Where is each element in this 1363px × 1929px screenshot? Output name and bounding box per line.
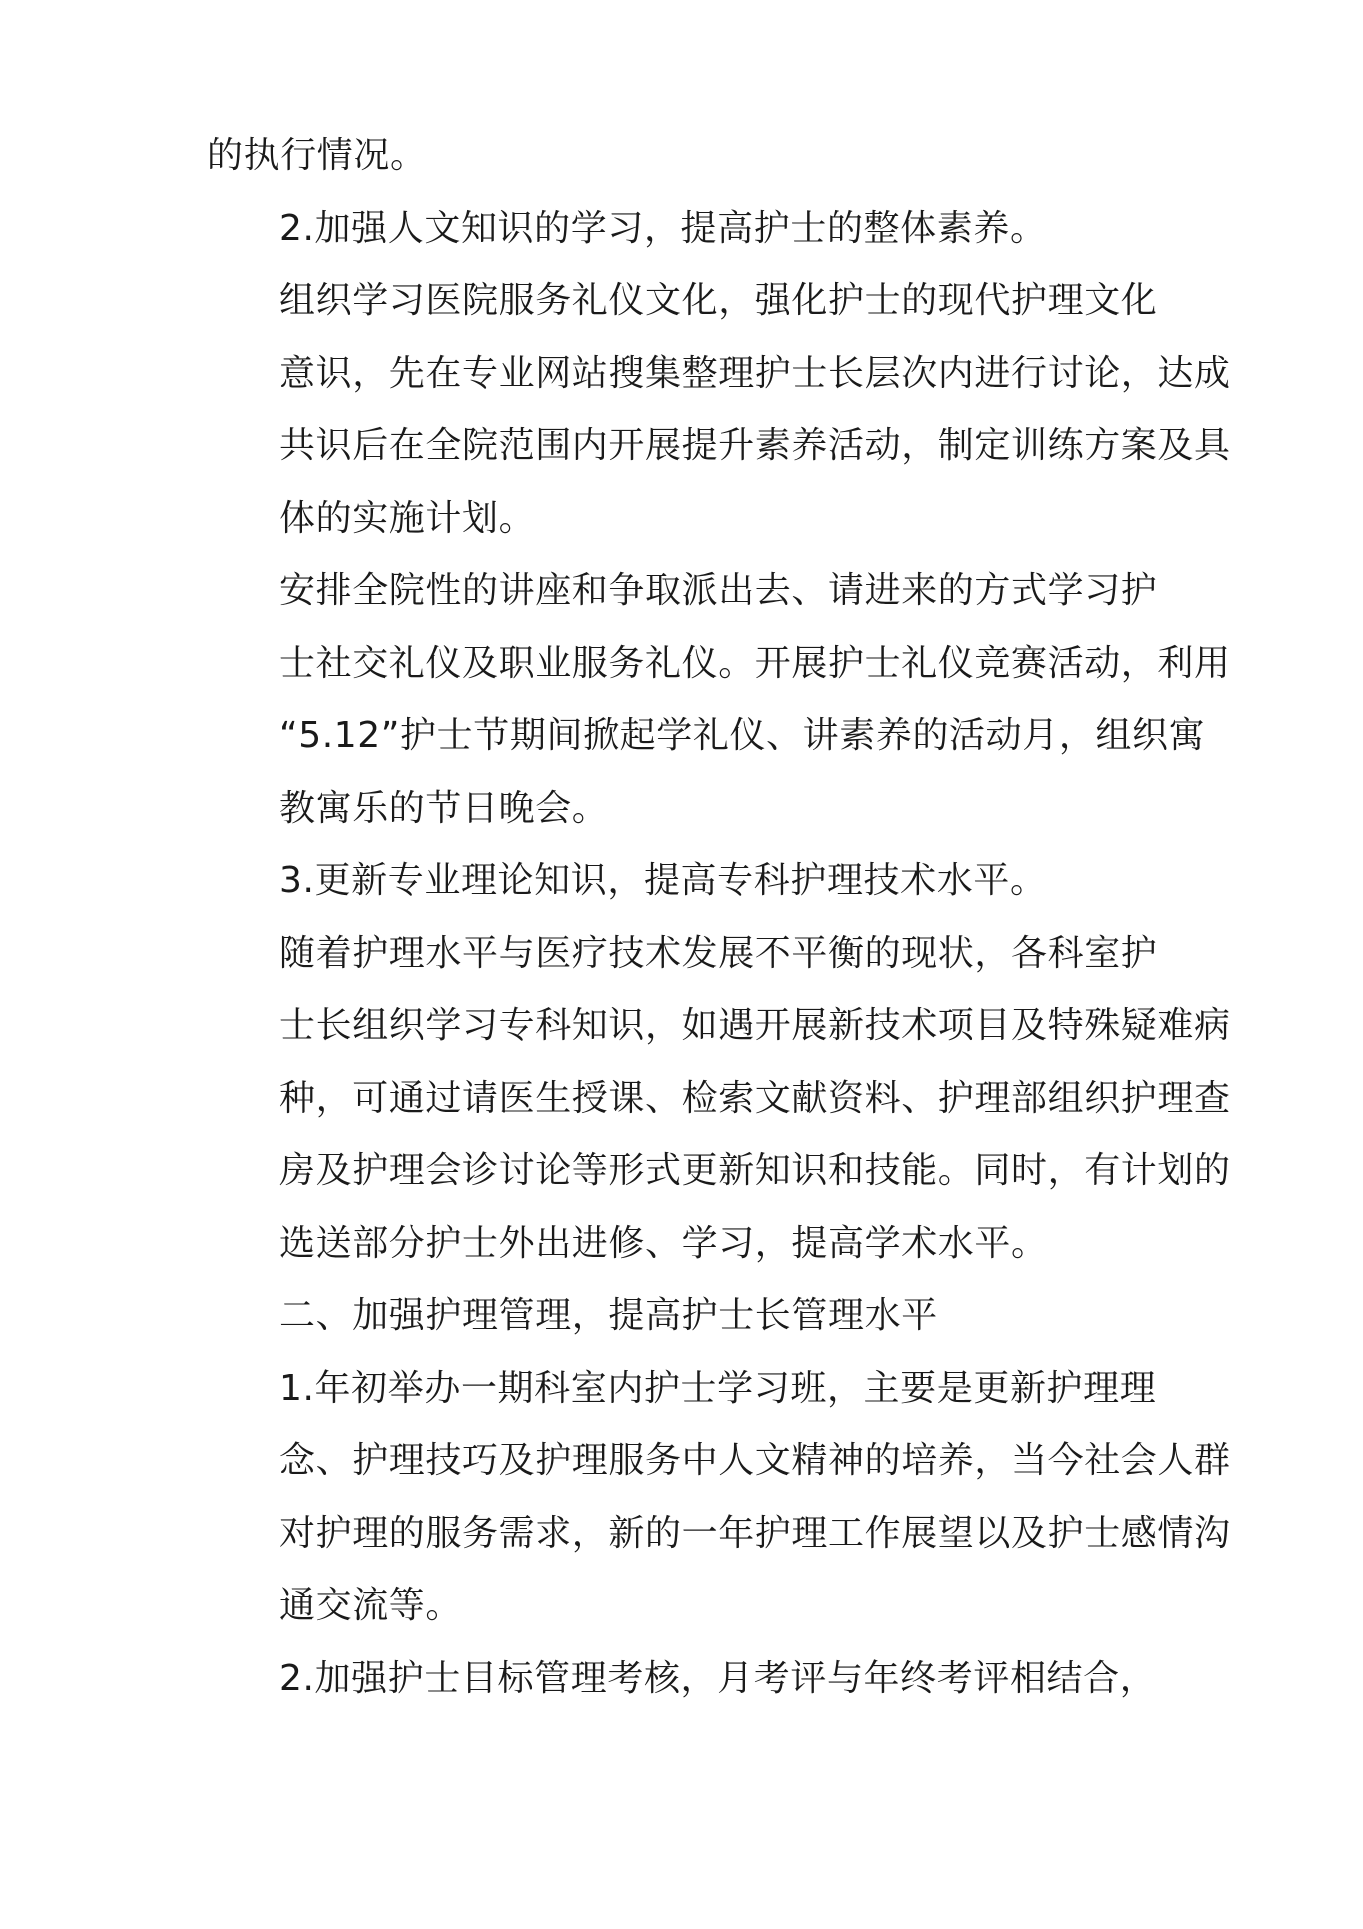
paragraph [207, 193, 1167, 266]
text-line: 通交流等。 [279, 1585, 463, 1626]
text-line: 种，可通过请医生授课、检索文献资料、护理部组织护理查 [279, 1077, 1231, 1119]
text-line: 共识后在全院范围内开展提升素养活动，制定训练方案及具 [279, 425, 1231, 466]
paragraph [207, 845, 1167, 918]
paragraph [207, 918, 1231, 1281]
text-line: 体的实施计划。 [279, 497, 536, 539]
text-line: 房及护理会诊讨论等形式更新知识和技能。同时，有计划的 [279, 1150, 1231, 1191]
paragraph [207, 555, 1231, 845]
text-line: 安排全院性的讲座和争取派出去、请进来的方式学习护 [279, 570, 1158, 611]
text-line: 3.更新专业理论知识，提高专科护理技术水平。 [279, 860, 1047, 901]
text-line: 士长组织学习专科知识，如遇开展新技术项目及特殊疑难病 [279, 1005, 1231, 1046]
text-line: 组织学习医院服务礼仪文化，强化护士的现代护理文化 [279, 280, 1158, 321]
text-line: 2.加强护士目标管理考核，月考评与年终考评相结合， [279, 1657, 1157, 1699]
text-line: 教寓乐的节日晚会。 [279, 787, 609, 829]
text-line: 随着护理水平与医疗技术发展不平衡的现状，各科室护 [279, 932, 1158, 974]
text-line: 对护理的服务需求，新的一年护理工作展望以及护士感情沟 [279, 1512, 1231, 1554]
text-line: 意识，先在专业网站搜集整理护士长层次内进行讨论，达成 [279, 352, 1231, 394]
text-line: 的执行情况。 [207, 135, 427, 176]
text-line: 1.年初举办一期科室内护士学习班，主要是更新护理理 [279, 1367, 1157, 1409]
text-line: “5.12”护士节期间掀起学礼仪、讲素养的活动月，组织寓 [279, 715, 1206, 756]
paragraph [207, 1280, 1167, 1353]
paragraph [207, 120, 1167, 193]
text-line: 2.加强人文知识的学习，提高护士的整体素养。 [279, 207, 1047, 249]
paragraph [207, 1353, 1231, 1643]
text-line: 二、加强护理管理，提高护士长管理水平 [279, 1295, 938, 1336]
document-body [207, 120, 1231, 1715]
text-line: 选送部分护士外出进修、学习，提高学术水平。 [279, 1222, 1048, 1264]
paragraph [207, 265, 1231, 555]
text-line: 士社交礼仪及职业服务礼仪。开展护士礼仪竞赛活动，利用 [279, 642, 1231, 684]
text-line: 念、护理技巧及护理服务中人文精神的培养，当今社会人群 [279, 1440, 1231, 1481]
paragraph [207, 1643, 1167, 1716]
